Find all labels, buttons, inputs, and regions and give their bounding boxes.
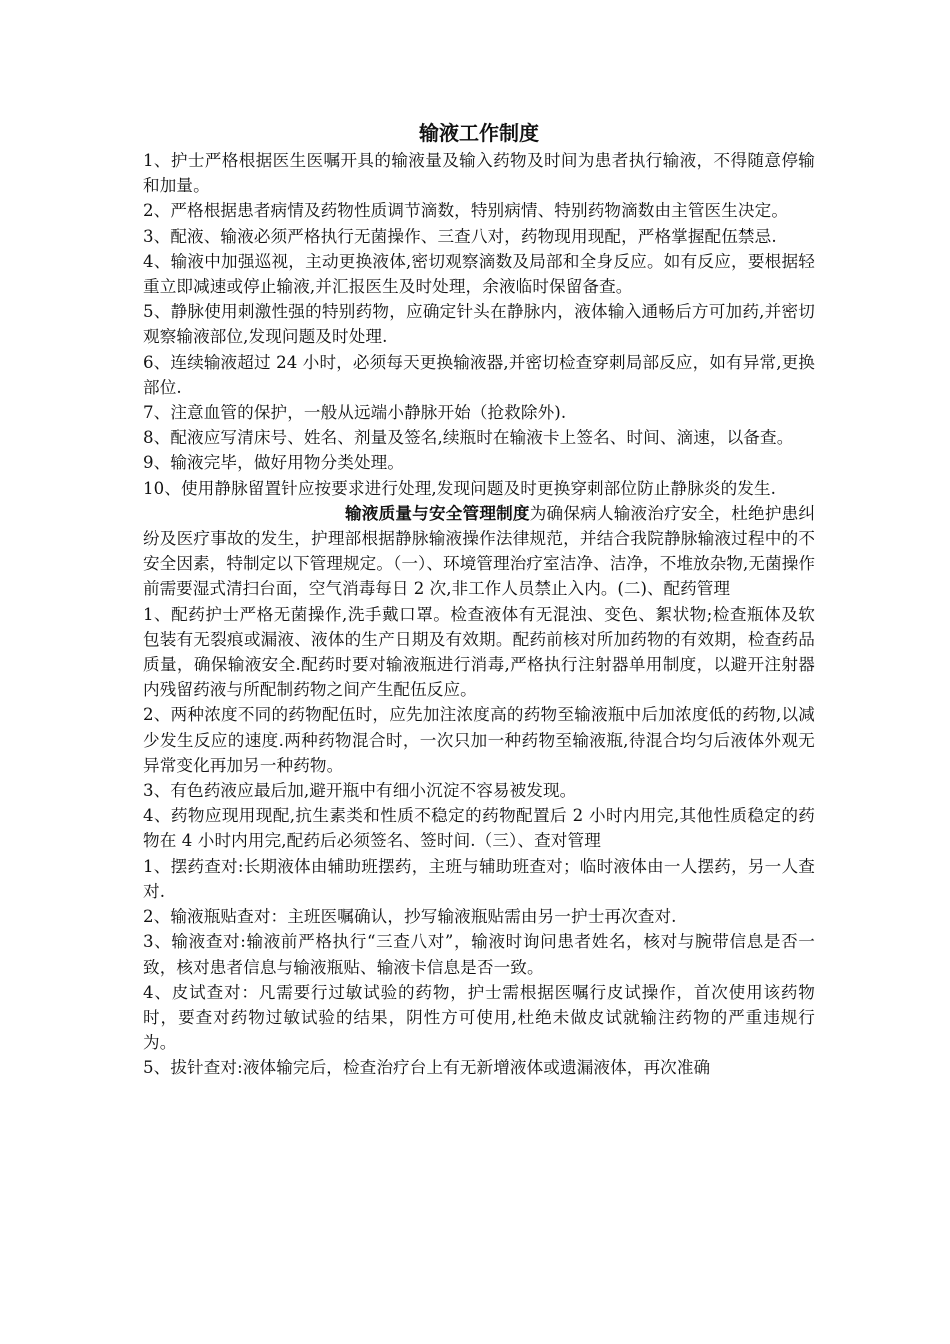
- paragraph: 9、输液完毕，做好用物分类处理。: [143, 453, 405, 473]
- paragraph: 3、有色药液应最后加,避开瓶中有细小沉淀不容易被发现。: [143, 781, 577, 801]
- paragraph: 5、拔针查对:液体输完后，检查治疗台上有无新增液体或遗漏液体，再次准确: [143, 1058, 711, 1078]
- document-page: [143, 118, 815, 1081]
- paragraph: 4、药物应现用现配,抗生素类和性质不稳定的药物配置后 2 小时内用完,其他性质稳定的药物在 4 小时内用完,配药后必须签名、签时间.（三）、查对管理: [143, 806, 815, 851]
- section-intro-text: 为确保病人输液治疗安全，杜绝护患纠纷及医疗事故的发生，护理部根据静脉输液操作法律规范，并结合我院静脉输液过程中的不安全因素，特制定以下管理规定。（一）、环境管理治疗室洁净、洁净，不堆放杂物,无菌操作前需要湿式清扫台面，空气消毒每日 2 次,非工作人员禁止入内。(二)、配药管理: [143, 503, 816, 599]
- paragraph: 4、输液中加强巡视，主动更换液体,密切观察滴数及局部和全身反应。如有反应，要根据轻重立即减速或停止输液,并汇报医生及时处理，余液临时保留备查。: [143, 251, 815, 297]
- paragraph: 6、连续输液超过 24 小时，必须每天更换输液器,并密切检查穿刺局部反应，如有异常,更换部位.: [143, 352, 815, 397]
- paragraph: 7、注意血管的保护，一般从远端小静脉开始（抢救除外).: [143, 403, 567, 423]
- paragraph: 2、输液瓶贴查对：主班医嘱确认，抄写输液瓶贴需由另一护士再次查对.: [143, 907, 677, 927]
- section-intro: [143, 501, 815, 602]
- paragraph: 5、静脉使用刺激性强的特别药物，应确定针头在静脉内，液体输入通畅后方可加药,并密切观察输液部位,发现问题及时处理.: [143, 302, 815, 347]
- paragraph: 1、配药护士严格无菌操作,洗手戴口罩。检查液体有无混浊、变色、絮状物;检查瓶体及软包装有无裂痕或漏液、液体的生产日期及有效期。配药前核对所加药物的有效期，检查药品质量，确保输液安全.配药时要对输液瓶进行消毒,严格执行注射器单用制度，以避开注射器内残留药液与所配制药物之间产生配伍反应。: [143, 604, 815, 700]
- paragraph: 4、皮试查对：凡需要行过敏试验的药物，护士需根据医嘱行皮试操作，首次使用该药物时，要查对药物过敏试验的结果，阴性方可使用,杜绝未做皮试就输注药物的严重违规行为。: [143, 982, 815, 1053]
- section-heading: 输液质量与安全管理制度: [345, 503, 530, 523]
- paragraph: 8、配液应写清床号、姓名、剂量及签名,续瓶时在输液卡上签名、时间、滴速，以备查。: [143, 428, 794, 448]
- paragraph: 2、严格根据患者病情及药物性质调节滴数，特别病情、特别药物滴数由主管医生决定。: [143, 201, 789, 221]
- paragraph: 10、使用静脉留置针应按要求进行处理,发现问题及时更换穿刺部位防止静脉炎的发生.: [143, 478, 777, 498]
- paragraph: 2、两种浓度不同的药物配伍时，应先加注浓度高的药物至输液瓶中后加浓度低的药物,以减少发生反应的速度.两种药物混合时，一次只加一种药物至输液瓶,待混合均匀后液体外观无异常变化再加另一种药物。: [143, 705, 815, 775]
- paragraph: 1、护士严格根据医生医嘱开具的输液量及输入药物及时间为患者执行输液，不得随意停输和加量。: [143, 151, 815, 196]
- paragraph: 3、输液查对:输液前严格执行“三查八对”，输液时询问患者姓名，核对与腕带信息是否一致，核对患者信息与输液瓶贴、输液卡信息是否一致。: [143, 932, 815, 977]
- paragraph: 1、摆药查对:长期液体由辅助班摆药，主班与辅助班查对；临时液体由一人摆药，另一人查对.: [143, 856, 815, 901]
- paragraph: 3、配液、输液必须严格执行无菌操作、三查八对，药物现用现配，严格掌握配伍禁忌.: [143, 226, 777, 246]
- document-title: 输液工作制度: [419, 121, 539, 145]
